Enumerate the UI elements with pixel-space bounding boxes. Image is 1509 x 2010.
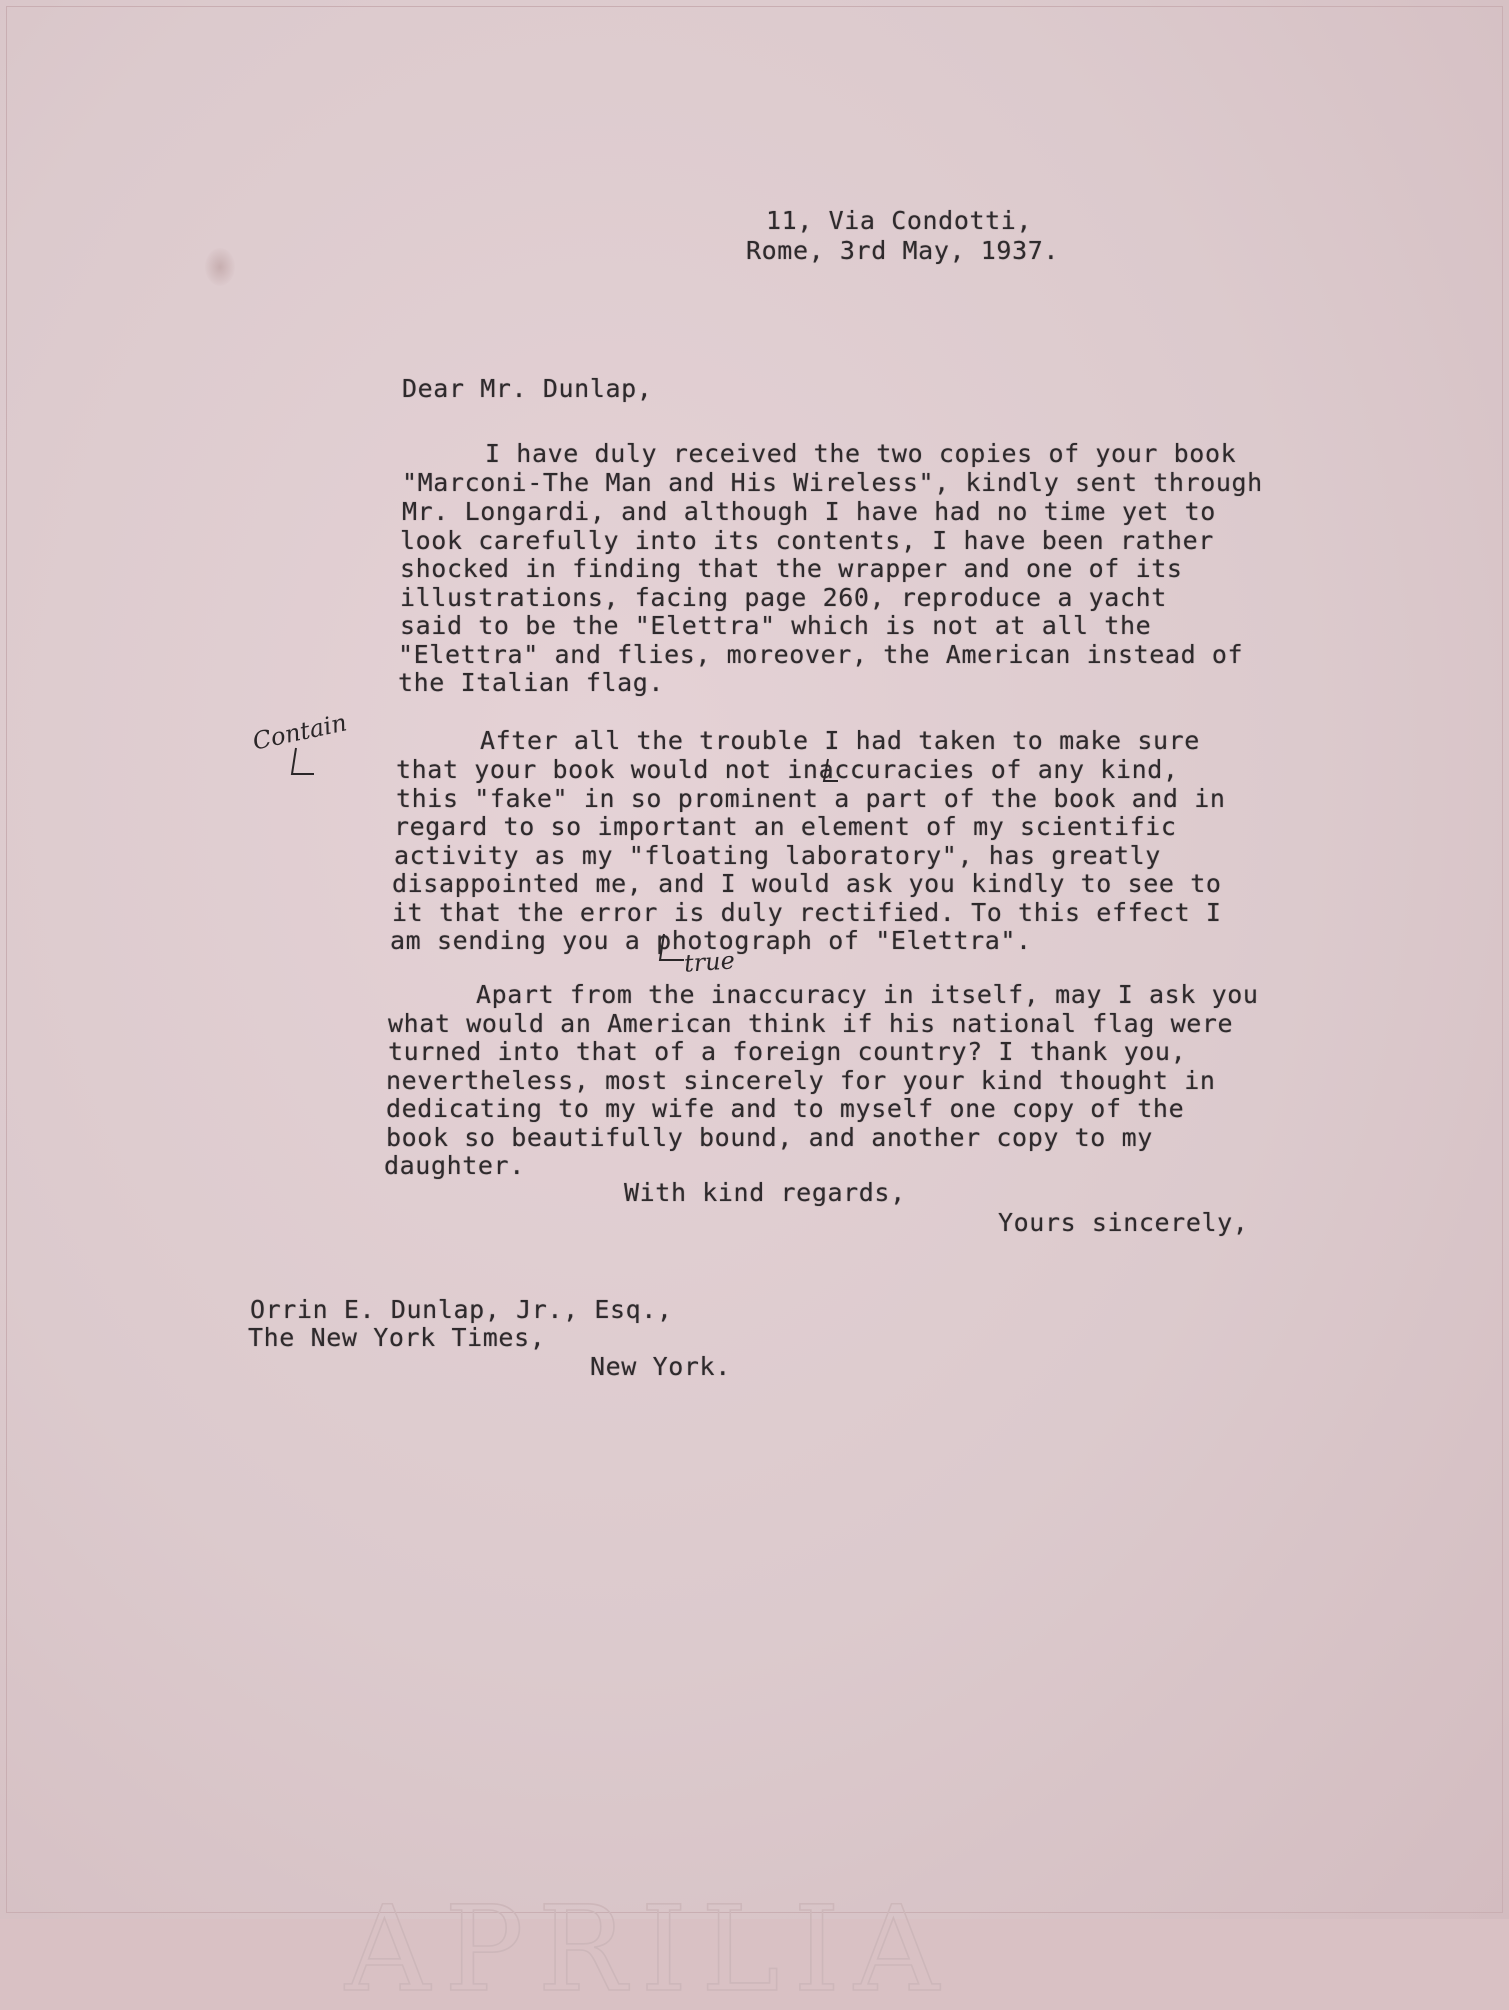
handwritten-contain: Contain [250, 708, 350, 756]
svg-text:APRILIA: APRILIA [345, 1880, 954, 2010]
paragraph2-line: regard to so important an element of my scientific [394, 812, 1177, 841]
paragraph3-line: nevertheless, most sincerely for your kind thought in [386, 1066, 1216, 1095]
paragraph2-line: am sending you a photograph of "Elettra". [390, 926, 1032, 955]
closing-sincerely: Yours sincerely, [998, 1208, 1249, 1237]
aprilia-watermark [345, 1880, 1165, 2010]
paragraph1-line: said to be the "Elettra" which is not at all the [400, 611, 1152, 640]
paragraph1-line: "Elettra" and flies, moreover, the American instead of [398, 640, 1244, 669]
paragraph1-line: Mr. Longardi, and although I have had no time yet to [402, 497, 1216, 526]
paragraph1-line: shocked in finding that the wrapper and one of its [400, 554, 1183, 583]
paragraph3-line: dedicating to my wife and to myself one copy of the [386, 1094, 1185, 1123]
paragraph1-line: the Italian flag. [398, 668, 665, 697]
paragraph2-line: activity as my "floating laboratory", has greatly [394, 841, 1161, 870]
paragraph2-line: it that the error is duly rectified. To this effect I [392, 898, 1222, 927]
paragraph1-line: illustrations, facing page 260, reproduce a yacht [400, 583, 1167, 612]
recipient-organization: The New York Times, [248, 1323, 546, 1352]
paragraph1-line: look carefully into its contents, I have been rather [400, 526, 1214, 555]
recipient-city: New York. [590, 1352, 731, 1381]
paragraph3-line: daughter. [384, 1151, 525, 1180]
recipient-name: Orrin E. Dunlap, Jr., Esq., [250, 1295, 673, 1324]
page-border [6, 6, 1503, 1913]
paragraph2-line: this "fake" in so prominent a part of the book and in [396, 784, 1226, 813]
address-city-date: Rome, 3rd May, 1937. [746, 236, 1060, 265]
closing-regards: With kind regards, [624, 1178, 906, 1207]
handwritten-true: true [683, 946, 736, 978]
paragraph1-line: "Marconi-The Man and His Wireless", kindly sent through [402, 468, 1263, 497]
address-street: 11, Via Condotti, [766, 206, 1033, 235]
paragraph3-line: Apart from the inaccuracy in itself, may I ask you [476, 980, 1259, 1009]
insert-mark-margin [284, 746, 324, 796]
salutation: Dear Mr. Dunlap, [402, 374, 653, 403]
paragraph3-line: turned into that of a foreign country? I thank you, [388, 1037, 1187, 1066]
paragraph2-line: After all the trouble I had taken to make sure [480, 726, 1200, 755]
paragraph1-line: I have duly received the two copies of your book [485, 439, 1237, 468]
paper-stain [205, 248, 235, 286]
paragraph3-line: what would an American think if his national flag were [388, 1009, 1234, 1038]
paragraph2-line: that your book would not inaccuracies of any kind, [396, 755, 1179, 784]
paragraph2-line: disappointed me, and I would ask you kindly to see to [392, 869, 1222, 898]
insert-mark-inline [818, 755, 842, 785]
paragraph3-line: book so beautifully bound, and another copy to my [386, 1123, 1153, 1152]
